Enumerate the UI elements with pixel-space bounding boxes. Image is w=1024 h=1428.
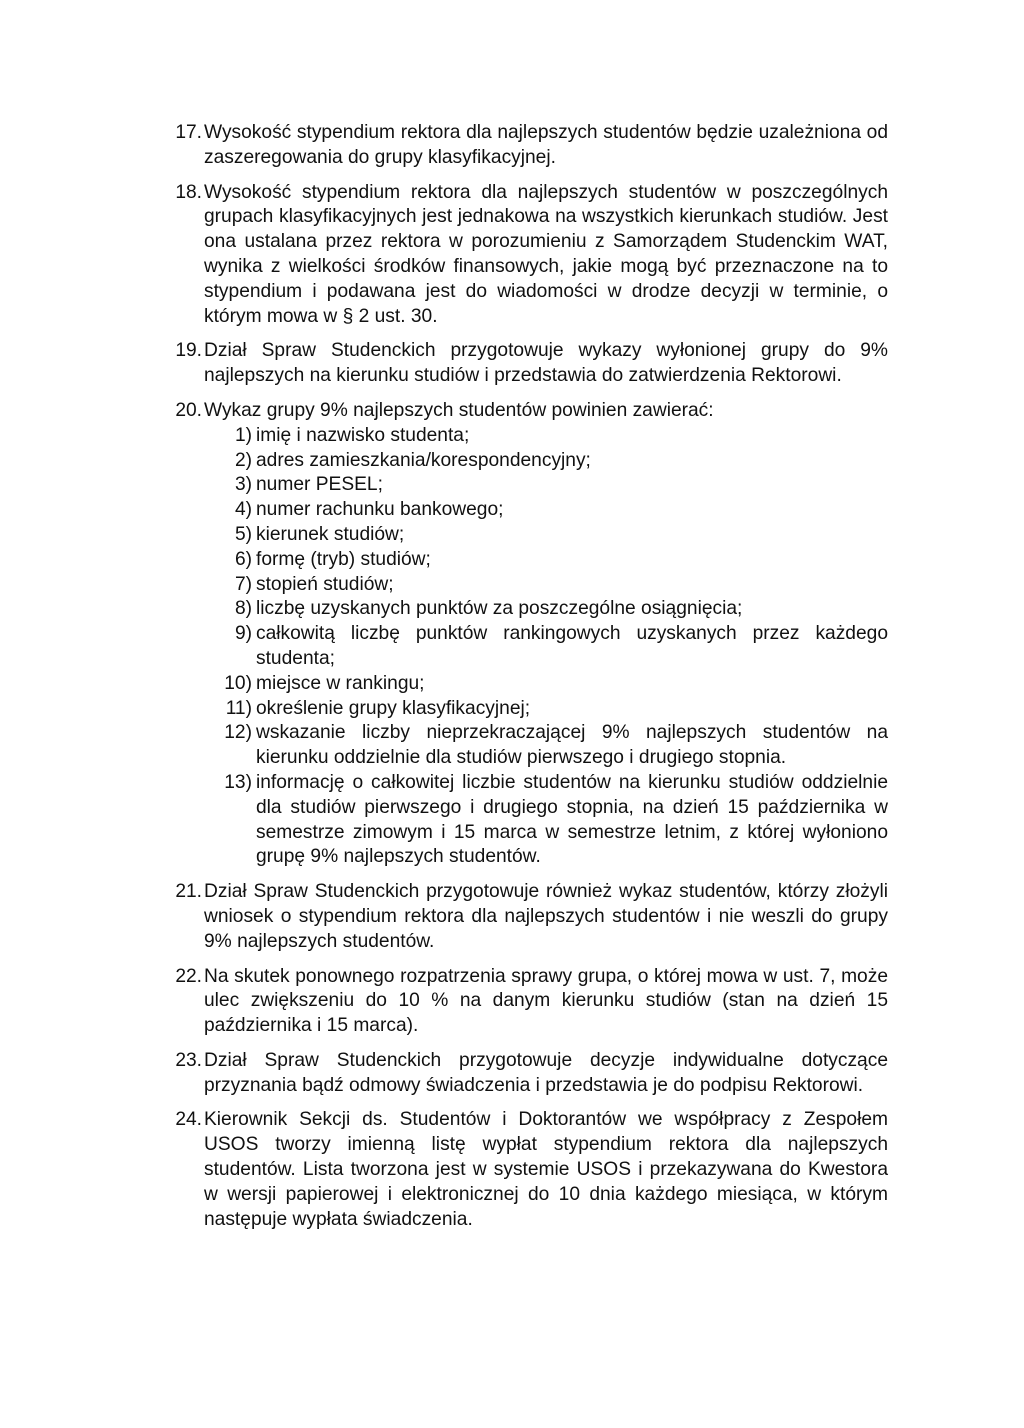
sublist-number: 13) (224, 771, 252, 793)
sublist-item (208, 449, 888, 474)
sublist-number: 6) (234, 548, 252, 570)
item-text: Dział Spraw Studenckich przygotowuje również wykaz studentów, którzy złożyli wniosek o stypendium rektora dla najlepszych studentów i nie weszli do grupy 9% najlepszych studentów. (204, 881, 888, 952)
sublist-text: kierunek studiów; (256, 523, 405, 545)
sublist-number: 9) (234, 623, 252, 645)
item-text: Na skutek ponownego rozpatrzenia sprawy grupa, o której mowa w ust. 7, może ulec zwiększeniu do 10 % na danym kierunku studiów (stan na dzień 15 października i 15 marca). (204, 965, 888, 1037)
list-item (164, 339, 888, 389)
list-item (164, 880, 888, 954)
sublist-number: 3) (234, 474, 252, 496)
sublist-number: 7) (234, 573, 252, 595)
sublist-item (208, 672, 888, 697)
sublist-number: 11) (225, 697, 252, 719)
sublist-item (208, 548, 888, 573)
sublist-number: 10) (224, 672, 252, 694)
list-item (164, 965, 888, 1039)
document-page (164, 121, 888, 1242)
sublist-item (208, 597, 888, 622)
item-number: 17. (175, 122, 202, 143)
item-number: 21. (175, 881, 202, 903)
sublist-item (208, 721, 888, 771)
item-number: 18. (175, 181, 202, 203)
sublist-item (208, 573, 888, 598)
sublist-item (208, 424, 888, 449)
list-item (164, 181, 888, 330)
list-item (164, 1049, 888, 1099)
sublist-item (208, 622, 888, 672)
sublist-item (208, 498, 888, 523)
item-text: Dział Spraw Studenckich przygotowuje decyzje indywidualne dotyczące przyznania bądź odmowy świadczenia i przedstawia je do podpisu Rektorowi. (204, 1049, 888, 1096)
sublist-item (208, 771, 888, 870)
sublist-text: stopień studiów; (256, 573, 394, 595)
sublist-number: 12) (224, 722, 252, 744)
sublist (208, 424, 888, 870)
list-item (164, 121, 888, 171)
sublist-text: numer PESEL; (256, 474, 383, 496)
sublist-number: 4) (234, 499, 252, 521)
item-number: 22. (175, 965, 202, 987)
item-text: Kierownik Sekcji ds. Studentów i Doktorantów we współpracy z Zespołem USOS tworzy imienną listę wypłat stypendium rektora dla najlepszych studentów. Lista tworzona jest w systemie USOS i przekazywana do Kwestora w wersji papierowej i elektronicznej do 10 dnia każdego miesiąca, w którym następuje wypłata świadczenia. (204, 1109, 888, 1230)
sublist-number: 2) (234, 449, 252, 471)
item-number: 19. (175, 340, 202, 362)
list-item (164, 399, 888, 424)
sublist-text: imię i nazwisko studenta; (256, 424, 470, 446)
sublist-text: miejsce w rankingu; (256, 672, 425, 694)
item-text: Wysokość stypendium rektora dla najlepszych studentów będzie uzależniona od zaszeregowania do grupy klasyfikacyjnej. (204, 122, 888, 168)
sublist-item (208, 523, 888, 548)
sublist-text: informację o całkowitej liczbie studentów na kierunku studiów oddzielnie dla studiów pierwszego i drugiego stopnia, na dzień 15 października w semestrze zimowym i 15 marca w semestrze letnim, z której wyłoniono grupę 9% najlepszych studentów. (256, 771, 888, 868)
sublist-text: adres zamieszkania/korespondencyjny; (256, 449, 591, 471)
sublist-item (208, 473, 888, 498)
item-text: Wykaz grupy 9% najlepszych studentów powinien zawierać: (204, 399, 714, 421)
item-text: Wysokość stypendium rektora dla najlepszych studentów w poszczególnych grupach klasyfikacyjnych jest jednakowa na wszystkich kierunkach studiów. Jest ona ustalana przez rektora w porozumieniu z Samorządem Studenckim WAT, wynika z wielkości środków finansowych, jakie mogą być przeznaczone na to stypendium i podawana jest do wiadomości w drodze decyzji w terminie, o którym mowa w § 2 ust. 30. (204, 181, 888, 327)
item-number: 24. (175, 1109, 202, 1131)
item-number: 23. (175, 1049, 202, 1071)
sublist-text: liczbę uzyskanych punktów za poszczególne osiągnięcia; (256, 598, 743, 620)
sublist-text: wskazanie liczby nieprzekraczającej 9% najlepszych studentów na kierunku oddzielnie dla studiów pierwszego i drugiego stopnia. (256, 722, 888, 769)
item-number: 20. (175, 399, 202, 421)
sublist-text: numer rachunku bankowego; (256, 499, 504, 521)
sublist-number: 5) (234, 523, 252, 545)
sublist-text: formę (tryb) studiów; (256, 548, 431, 570)
list-item (164, 1108, 888, 1232)
sublist-item (208, 697, 888, 722)
item-text: Dział Spraw Studenckich przygotowuje wykazy wyłonionej grupy do 9% najlepszych na kierunku studiów i przedstawia do zatwierdzenia Rektorowi. (204, 340, 888, 387)
sublist-number: 1) (234, 424, 252, 446)
sublist-text: określenie grupy klasyfikacyjnej; (256, 697, 531, 719)
sublist-text: całkowitą liczbę punktów rankingowych uzyskanych przez każdego studenta; (256, 623, 888, 669)
sublist-number: 8) (234, 598, 252, 620)
